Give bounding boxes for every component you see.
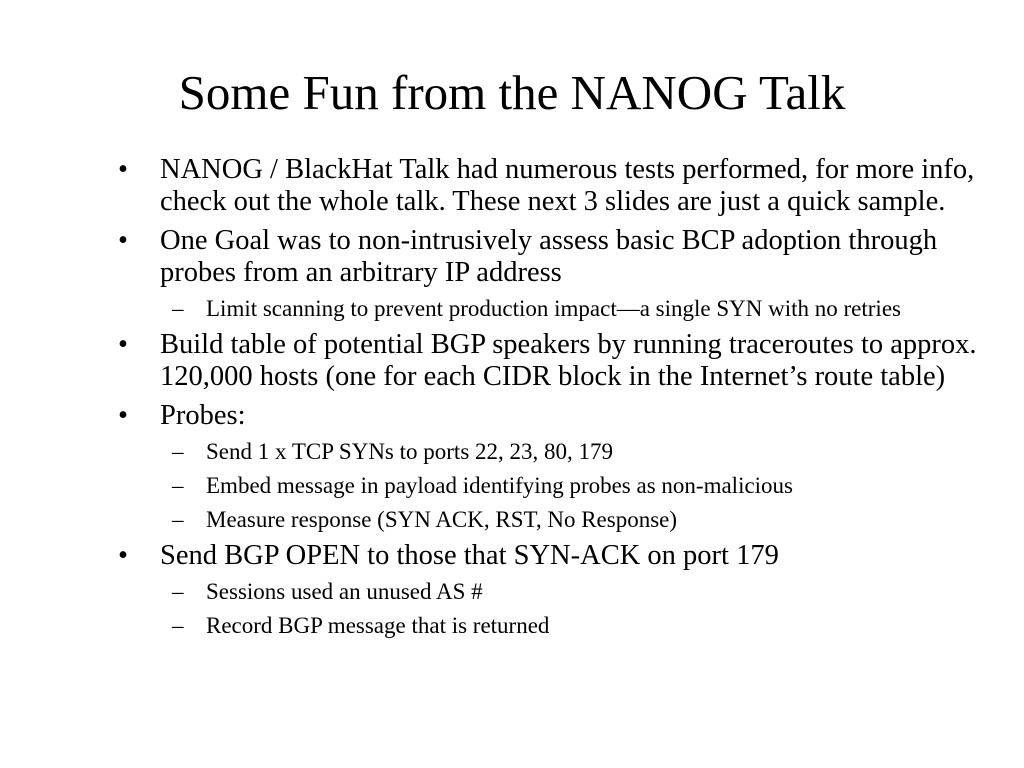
bullet-item (114, 400, 984, 533)
bullet-list (114, 154, 984, 646)
sub-bullet-list (160, 578, 984, 639)
sub-bullet-list (160, 438, 984, 533)
bullet-item (114, 540, 984, 639)
bullet-marker: • (118, 540, 128, 571)
bullet-item (114, 154, 984, 218)
sub-bullet-text: Measure response (SYN ACK, RST, No Response) (206, 507, 678, 532)
sub-bullet-text: Embed message in payload identifying probes as non-malicious (206, 473, 794, 498)
sub-bullet-item (160, 612, 984, 639)
sub-bullet-list (160, 295, 984, 322)
sub-bullet-marker: – (172, 579, 184, 604)
bullet-marker: • (118, 329, 128, 360)
sub-bullet-marker: – (172, 296, 184, 321)
sub-bullet-item (160, 578, 984, 605)
sub-bullet-item (160, 472, 984, 499)
bullet-text: Build table of potential BGP speakers by running traceroutes to approx. 120,000 hosts (one for each CIDR block in the Internet’s route table) (160, 329, 977, 392)
slide-title: Some Fun from the NANOG Talk (178, 65, 846, 120)
sub-bullet-text: Limit scanning to prevent production impact—a single SYN with no retries (206, 296, 901, 321)
sub-bullet-marker: – (172, 473, 184, 498)
bullet-text: Probes: (160, 400, 246, 431)
bullet-text: One Goal was to non-intrusively assess basic BCP adoption through probes from an arbitrary IP address (160, 225, 938, 288)
bullet-item (114, 329, 984, 393)
sub-bullet-marker: – (172, 613, 184, 638)
bullet-marker: • (118, 154, 128, 185)
sub-bullet-item (160, 438, 984, 465)
sub-bullet-item (160, 295, 984, 322)
bullet-marker: • (118, 225, 128, 256)
sub-bullet-text: Send 1 x TCP SYNs to ports 22, 23, 80, 179 (206, 439, 614, 464)
bullet-text: NANOG / BlackHat Talk had numerous tests performed, for more info, check out the whole talk. These next 3 slides are just a quick sample. (160, 154, 975, 217)
sub-bullet-marker: – (172, 507, 184, 532)
bullet-item (114, 225, 984, 322)
sub-bullet-text: Sessions used an unused AS # (206, 579, 483, 604)
sub-bullet-item (160, 506, 984, 533)
bullet-marker: • (118, 400, 128, 431)
bullet-text: Send BGP OPEN to those that SYN-ACK on port 179 (160, 540, 779, 571)
sub-bullet-marker: – (172, 439, 184, 464)
sub-bullet-text: Record BGP message that is returned (206, 613, 550, 638)
